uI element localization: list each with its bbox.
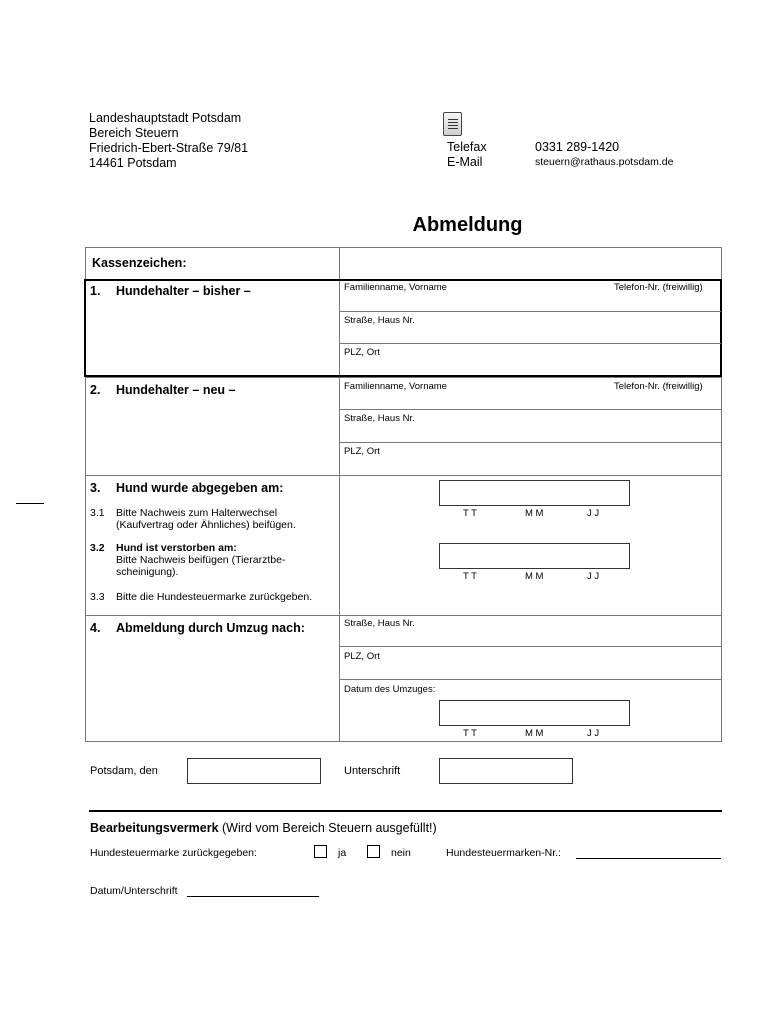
signature-input[interactable]	[439, 758, 573, 784]
day-label: T T	[463, 571, 477, 582]
section2-name-label: Familienname, Vorname	[344, 381, 447, 392]
item-3-1-line: (Kaufvertrag oder Ähnliches) beifügen.	[116, 519, 296, 531]
date-format-labels	[439, 571, 630, 583]
sender-address	[89, 111, 248, 171]
kassenzeichen-field[interactable]	[340, 248, 720, 278]
item-3-2-number: 3.2	[90, 542, 105, 554]
section-separator	[85, 377, 722, 378]
section2-street-label: Straße, Haus Nr.	[344, 413, 415, 424]
month-label: M M	[525, 728, 544, 739]
section1-phone-label: Telefon-Nr. (freiwillig)	[614, 282, 703, 293]
telefax-label: Telefax	[447, 140, 487, 154]
place-date-input[interactable]	[187, 758, 321, 784]
section2-title: Hundehalter – neu –	[116, 383, 236, 397]
item-3-3-text: Bitte die Hundesteuermarke zurückgeben.	[116, 591, 313, 603]
processing-title	[90, 821, 437, 835]
tag-number-label: Hundesteuermarken-Nr.:	[446, 847, 561, 859]
day-label: T T	[463, 728, 477, 739]
move-date-input[interactable]	[439, 700, 630, 726]
address-line: Bereich Steuern	[89, 126, 179, 140]
section1-city-label: PLZ, Ort	[344, 347, 380, 358]
month-label: M M	[525, 571, 544, 582]
date-signature-line[interactable]	[187, 896, 319, 897]
section2-number: 2.	[90, 383, 101, 397]
section-separator	[85, 475, 722, 476]
section4-city-label: PLZ, Ort	[344, 651, 380, 662]
place-date-label: Potsdam, den	[90, 765, 158, 777]
section3-title: Hund wurde abgegeben am:	[116, 481, 284, 495]
telefax-value: 0331 289-1420	[535, 140, 620, 154]
month-label: M M	[525, 508, 544, 519]
item-3-1-line: Bitte Nachweis zum Halterwechsel	[116, 507, 278, 519]
section4-number: 4.	[90, 621, 101, 635]
section2-phone-label: Telefon-Nr. (freiwillig)	[614, 381, 703, 392]
signature-label: Unterschrift	[344, 765, 401, 777]
yes-checkbox[interactable]	[314, 845, 327, 858]
field-separator	[339, 679, 721, 680]
day-label: T T	[463, 508, 477, 519]
date-format-labels	[439, 508, 630, 520]
section4-street-label: Straße, Haus Nr.	[344, 618, 415, 629]
field-separator	[339, 311, 721, 312]
processing-title-rest: (Wird vom Bereich Steuern ausgefüllt!)	[218, 821, 437, 835]
item-3-2-text	[116, 542, 285, 578]
section4-title: Abmeldung durch Umzug nach:	[116, 621, 305, 635]
item-3-1-number: 3.1	[90, 507, 105, 519]
section4-date-label: Datum des Umzuges:	[344, 684, 436, 695]
date-signature-label: Datum/Unterschrift	[90, 885, 178, 897]
field-separator	[339, 409, 721, 410]
no-checkbox[interactable]	[367, 845, 380, 858]
section3-number: 3.	[90, 481, 101, 495]
fold-mark	[16, 503, 44, 504]
address-line: 14461 Potsdam	[89, 156, 177, 170]
item-3-3-number: 3.3	[90, 591, 105, 603]
no-label: nein	[391, 847, 411, 859]
address-line: Friedrich-Ebert-Straße 79/81	[89, 141, 249, 155]
fax-icon	[443, 112, 462, 136]
section1-name-label: Familienname, Vorname	[344, 282, 447, 293]
contact-labels	[447, 140, 487, 170]
year-label: J J	[587, 728, 600, 739]
item-3-2-line: scheinigung).	[116, 566, 179, 578]
email-value[interactable]: steuern@rathaus.potsdam.de	[535, 156, 674, 168]
form-title: Abmeldung	[412, 214, 523, 236]
handover-date-input[interactable]	[439, 480, 630, 506]
section1-street-label: Straße, Haus Nr.	[344, 315, 415, 326]
kassenzeichen-label: Kassenzeichen:	[92, 256, 187, 270]
processing-title-bold: Bearbeitungsvermerk	[90, 821, 219, 835]
death-date-input[interactable]	[439, 543, 630, 569]
item-3-2-line: Bitte Nachweis beifügen (Tierarztbe-	[116, 554, 286, 566]
section2-city-label: PLZ, Ort	[344, 446, 380, 457]
tag-number-line[interactable]	[576, 858, 721, 859]
year-label: J J	[587, 571, 600, 582]
item-3-1-text	[116, 507, 296, 531]
address-line: Landeshauptstadt Potsdam	[89, 111, 242, 125]
field-separator	[339, 442, 721, 443]
item-3-2-title: Hund ist verstorben am:	[116, 542, 237, 554]
year-label: J J	[587, 508, 600, 519]
tag-returned-label: Hundesteuermarke zurückgegeben:	[90, 847, 257, 859]
field-separator	[339, 646, 721, 647]
yes-label: ja	[338, 847, 347, 859]
section-separator	[85, 615, 722, 616]
section1-number: 1.	[90, 284, 101, 298]
date-format-labels	[439, 728, 630, 740]
table-bottom-border	[85, 741, 722, 742]
contact-values	[535, 140, 674, 170]
field-separator	[339, 343, 721, 344]
email-label: E-Mail	[447, 155, 483, 169]
processing-separator	[89, 810, 722, 812]
section1-title: Hundehalter – bisher –	[116, 284, 251, 298]
